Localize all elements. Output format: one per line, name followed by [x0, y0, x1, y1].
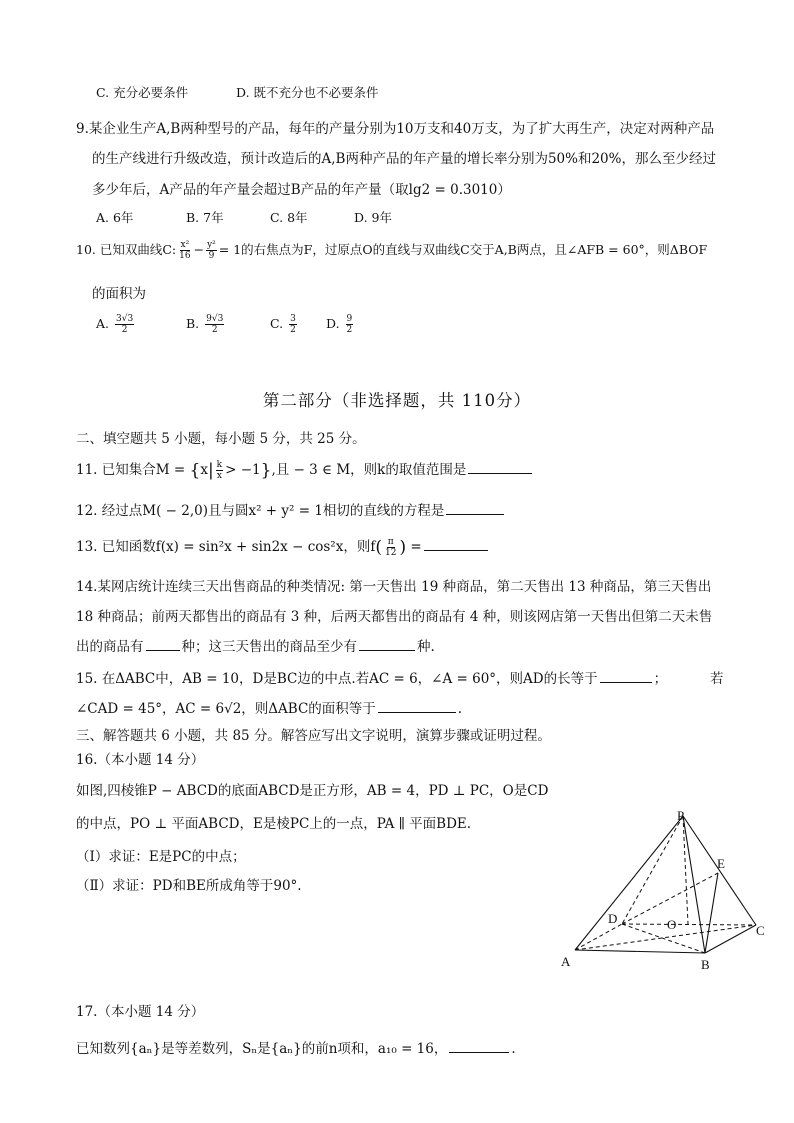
q15-line1-text: 15. 在ΔABC中，AB = 10，D是BC边的中点.若AC = 6，∠A = 60°，则AD的长等于 — [76, 671, 598, 687]
q14-line3-c: 种. — [417, 639, 435, 655]
q10-option-c-frac — [289, 314, 297, 335]
q10-post: = 1的右焦点为F，过原点O的直线与双曲线C交于A,B两点，且∠AFB = 60°，则ΔBOF — [218, 242, 708, 257]
q10-option-b-frac — [205, 314, 224, 335]
q13-frac-num: π — [387, 537, 394, 547]
q10-option-c-num: 3 — [290, 314, 296, 324]
q14-line1: 14.某网店统计连续三天出售商品的种类情况: 第一天售出 19 种商品，第二天售出 13 种商品，第三天售出 — [76, 579, 712, 595]
q10-fraction-x — [178, 240, 191, 261]
vertex-label-O: O — [667, 917, 677, 932]
vertex-label-D: D — [608, 911, 618, 926]
q10-option-b-num: 9√3 — [206, 314, 224, 324]
q9-option-b: B. 7年 — [186, 210, 224, 225]
q10-option-b-den: 2 — [211, 325, 218, 335]
q9-option-d: D. 9年 — [354, 210, 392, 225]
q16-part1: （Ⅰ）求证：E是PC的中点； — [76, 849, 246, 865]
q15-answer-blank-2[interactable] — [378, 698, 456, 713]
q11-answer-blank[interactable] — [468, 459, 532, 474]
q16-line2: 的中点，PO ⊥ 平面ABCD，E是棱PC上的一点，PA ∥ 平面BDE. — [76, 816, 472, 832]
q10-line2: 的面积为 — [92, 286, 146, 302]
q12-answer-blank[interactable] — [446, 500, 504, 515]
q15-line1-end: ； — [653, 671, 668, 687]
q13-frac — [384, 537, 397, 558]
q11-brace-open: { — [189, 460, 201, 481]
vertex-label-P: P — [677, 808, 685, 823]
edge-BC — [705, 925, 756, 953]
q15-ruo: 若 — [710, 671, 724, 687]
q17-answer-blank[interactable] — [449, 1038, 509, 1053]
q10-frac2-den: 9 — [208, 251, 215, 261]
q10-option-b — [186, 314, 226, 335]
q10-option-c-den: 2 — [290, 325, 296, 335]
section2-heading: 二、填空题共 5 小题，每小题 5 分，共 25 分。 — [76, 431, 366, 447]
q13-line — [76, 535, 490, 558]
q9-option-a: A. 6年 — [96, 210, 134, 225]
q10-option-c — [270, 314, 299, 335]
q8-option-d: D. 既不充分也不必要条件 — [236, 85, 379, 100]
vertex-label-E: E — [717, 856, 725, 871]
q14-line2: 18 种商品；前两天都售出的商品有 3 种，后两天都售出的商品有 4 种，则该网店第一天售出但第二天未售 — [76, 609, 713, 625]
q10-option-a-label: A. — [96, 316, 110, 331]
q10-fraction-y — [206, 240, 217, 261]
edge-DB — [622, 924, 705, 953]
q13-pre: 13. 已知函数f(x) = sin²x + sin2x − cos²x，则f — [76, 539, 376, 555]
q14-answer-blank-2[interactable] — [359, 636, 415, 651]
q11-brace-close: } — [260, 460, 272, 481]
q11-frac-num: k — [216, 460, 223, 470]
q11-post: ,且 − 3 ∈ M，则k的取值范围是 — [271, 462, 467, 478]
q10-frac1-num: x² — [180, 240, 190, 250]
edge-AD — [575, 924, 622, 950]
q10-option-a-frac — [115, 314, 134, 335]
q11-frac-den: x — [216, 471, 222, 481]
vertex-label-B: B — [701, 957, 710, 972]
q13-paren-close: ) — [399, 537, 407, 558]
q15-line2-end: . — [457, 701, 463, 717]
q15-answer-blank-1[interactable] — [600, 668, 652, 683]
q10-option-d-den: 2 — [346, 325, 353, 335]
q10-option-d-num: 9 — [346, 314, 353, 324]
q11-bar: | — [207, 460, 214, 481]
edge-DC — [622, 924, 756, 925]
q10-option-d-label: D. — [326, 316, 340, 331]
q15-line2 — [76, 697, 462, 717]
q9-line3: 多少年后，A产品的年产量会超过B产品的年产量（取lg2 = 0.3010） — [92, 182, 511, 198]
q14-line3-b: 种；这三天售出的商品至少有 — [181, 639, 357, 655]
q10-minus: − — [193, 242, 205, 257]
q17-line1 — [76, 1037, 516, 1057]
vertex-label-A: A — [561, 954, 571, 969]
q16-part2: （Ⅱ）求证：PD和BE所成角等于90°. — [76, 878, 302, 894]
vertex-label-C: C — [756, 923, 765, 938]
edge-AB — [575, 950, 705, 953]
q14-line3-a: 出的商品有 — [76, 639, 144, 655]
q11-line — [76, 458, 534, 481]
q11-set-var: x — [200, 462, 208, 478]
q10-option-a — [96, 314, 136, 335]
q10-option-a-den: 2 — [121, 325, 128, 335]
q13-paren-open: ( — [375, 537, 382, 558]
q17-line1-end: . — [511, 1041, 516, 1057]
q12-text: 12. 经过点M( − 2,0)且与圆x² + y² = 1相切的直线的方程是 — [76, 503, 445, 519]
section3-heading: 三、解答题共 6 小题，共 85 分。解答应写出文字说明，演算步骤或证明过程。 — [76, 728, 551, 744]
q11-cond: > −1 — [225, 462, 261, 478]
q16-title: 16.（本小题 14 分） — [76, 752, 205, 768]
q15-line2-text: ∠CAD = 45°，AC = 6√2，则ΔABC的面积等于 — [76, 701, 376, 717]
q15-line1 — [76, 667, 667, 687]
q10-option-b-label: B. — [186, 316, 200, 331]
q10-frac1-den: 16 — [179, 251, 191, 261]
q14-answer-blank-1[interactable] — [146, 636, 180, 651]
q13-answer-blank[interactable] — [424, 536, 488, 551]
q8-option-c: C. 充分必要条件 — [96, 85, 189, 100]
q10-frac2-num: y² — [207, 240, 216, 250]
edge-BE — [705, 873, 718, 953]
edge-AC — [575, 925, 756, 950]
q13-post: = — [406, 539, 422, 555]
q10-option-d — [326, 314, 355, 335]
q17-line1-text: 已知数列{aₙ}是等差数列，Sₙ是{aₙ}的前n项和，a₁₀ = 16， — [76, 1041, 448, 1057]
q12-line — [76, 499, 506, 519]
q9-line1: 9.某企业生产A,B两种型号的产品，每年的产量分别为10万支和40万支，为了扩大再生产，决定对两种产品 — [76, 121, 715, 137]
q14-line3 — [76, 635, 435, 655]
q17-title: 17.（本小题 14 分） — [76, 1004, 205, 1020]
q13-frac-den: 12 — [384, 548, 397, 558]
q10-option-a-num: 3√3 — [116, 314, 134, 324]
q10-option-d-frac — [346, 314, 354, 335]
part2-title: 第二部分（非选择题，共 110分） — [262, 391, 532, 410]
q10-line1 — [76, 240, 707, 261]
q9-line2: 的生产线进行升级改造，预计改造后的A,B两种产品的年产量的增长率分别为50%和20%，那么至少经过 — [92, 151, 716, 167]
q16-line1: 如图,四棱锥P − ABCD的底面ABCD是正方形，AB = 4，PD ⊥ PC，O是CD — [76, 783, 549, 799]
q10-pre: 10. 已知双曲线C: — [76, 242, 177, 257]
pyramid-figure — [550, 800, 780, 980]
q10-option-c-label: C. — [270, 316, 284, 331]
q11-pre: 11. 已知集合M = — [76, 462, 190, 478]
edge-PD — [622, 816, 683, 924]
q11-frac — [216, 460, 223, 481]
q9-option-c: C. 8年 — [270, 210, 308, 225]
